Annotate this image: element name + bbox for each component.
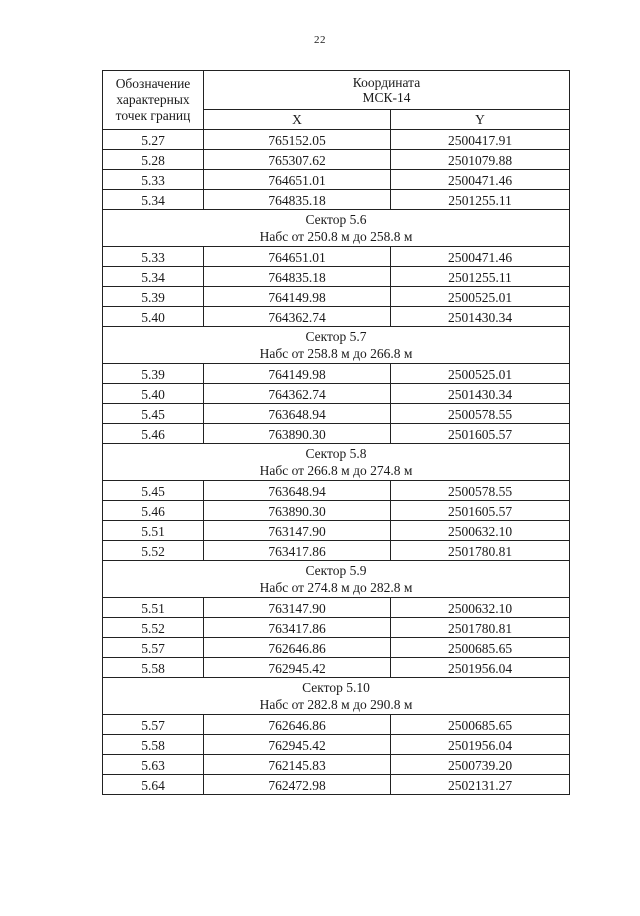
y-coordinate-cell: 2502131.27 bbox=[391, 775, 570, 795]
point-id-cell: 5.34 bbox=[103, 267, 204, 287]
sector-height-range: Набс от 274.8 м до 282.8 м bbox=[259, 580, 413, 595]
x-coordinate-cell: 763147.90 bbox=[204, 598, 391, 618]
x-coordinate-cell: 764149.98 bbox=[204, 287, 391, 307]
point-id-cell: 5.33 bbox=[103, 247, 204, 267]
header-row bbox=[103, 71, 570, 110]
y-coordinate-cell: 2501956.04 bbox=[391, 658, 570, 678]
x-coordinate-cell: 763648.94 bbox=[204, 481, 391, 501]
y-coordinate-cell: 2500578.55 bbox=[391, 481, 570, 501]
point-id-cell: 5.34 bbox=[103, 190, 204, 210]
sector-cell bbox=[103, 210, 570, 247]
coordinate-system-header bbox=[204, 71, 570, 110]
point-id-cell: 5.52 bbox=[103, 541, 204, 561]
y-coordinate-cell: 2500525.01 bbox=[391, 287, 570, 307]
y-coordinate-cell: 2500739.20 bbox=[391, 755, 570, 775]
y-column-header: Y bbox=[391, 110, 570, 130]
table-row bbox=[103, 384, 570, 404]
y-coordinate-cell: 2500525.01 bbox=[391, 364, 570, 384]
y-coordinate-cell: 2501255.11 bbox=[391, 267, 570, 287]
x-coordinate-cell: 762145.83 bbox=[204, 755, 391, 775]
table-row bbox=[103, 287, 570, 307]
point-id-cell: 5.63 bbox=[103, 755, 204, 775]
table-row bbox=[103, 481, 570, 501]
x-coordinate-cell: 763890.30 bbox=[204, 501, 391, 521]
x-coordinate-cell: 764651.01 bbox=[204, 170, 391, 190]
sector-title: Сектор 5.9 bbox=[305, 563, 367, 578]
point-id-cell: 5.52 bbox=[103, 618, 204, 638]
sector-cell bbox=[103, 678, 570, 715]
sector-title: Сектор 5.8 bbox=[305, 446, 367, 461]
y-coordinate-cell: 2500471.46 bbox=[391, 247, 570, 267]
table-row bbox=[103, 267, 570, 287]
y-coordinate-cell: 2500578.55 bbox=[391, 404, 570, 424]
point-id-cell: 5.58 bbox=[103, 735, 204, 755]
point-id-cell: 5.64 bbox=[103, 775, 204, 795]
table-row bbox=[103, 364, 570, 384]
sector-height-range: Набс от 266.8 м до 274.8 м bbox=[259, 463, 413, 478]
point-id-cell: 5.39 bbox=[103, 287, 204, 307]
point-id-cell: 5.57 bbox=[103, 715, 204, 735]
x-coordinate-cell: 763417.86 bbox=[204, 618, 391, 638]
table-row bbox=[103, 404, 570, 424]
x-coordinate-cell: 765307.62 bbox=[204, 150, 391, 170]
sector-title: Сектор 5.10 bbox=[302, 680, 370, 695]
x-coordinate-cell: 764362.74 bbox=[204, 384, 391, 404]
coordinates-table-body bbox=[103, 71, 570, 795]
sector-title: Сектор 5.7 bbox=[305, 329, 367, 344]
point-id-cell: 5.45 bbox=[103, 481, 204, 501]
point-id-cell: 5.27 bbox=[103, 130, 204, 150]
y-coordinate-cell: 2500417.91 bbox=[391, 130, 570, 150]
point-id-cell: 5.33 bbox=[103, 170, 204, 190]
y-coordinate-cell: 2500632.10 bbox=[391, 598, 570, 618]
x-coordinate-cell: 764835.18 bbox=[204, 190, 391, 210]
coordinates-table bbox=[102, 70, 570, 795]
sector-row bbox=[103, 561, 570, 598]
table-row bbox=[103, 658, 570, 678]
x-coordinate-cell: 763417.86 bbox=[204, 541, 391, 561]
table-row bbox=[103, 775, 570, 795]
table-row bbox=[103, 150, 570, 170]
table-row bbox=[103, 618, 570, 638]
y-coordinate-cell: 2501430.34 bbox=[391, 384, 570, 404]
y-coordinate-cell: 2501605.57 bbox=[391, 424, 570, 444]
y-coordinate-cell: 2500685.65 bbox=[391, 715, 570, 735]
x-coordinate-cell: 762472.98 bbox=[204, 775, 391, 795]
point-id-cell: 5.46 bbox=[103, 424, 204, 444]
y-coordinate-cell: 2501430.34 bbox=[391, 307, 570, 327]
sector-title: Сектор 5.6 bbox=[305, 212, 367, 227]
sector-height-range: Набс от 282.8 м до 290.8 м bbox=[259, 697, 413, 712]
table-row bbox=[103, 190, 570, 210]
table-row bbox=[103, 307, 570, 327]
sector-cell bbox=[103, 444, 570, 481]
coord-label-line: Координата bbox=[352, 75, 421, 90]
point-id-cell: 5.40 bbox=[103, 307, 204, 327]
table-row bbox=[103, 638, 570, 658]
page-number: 22 bbox=[314, 34, 326, 46]
sector-row bbox=[103, 444, 570, 481]
x-coordinate-cell: 763147.90 bbox=[204, 521, 391, 541]
table-row bbox=[103, 521, 570, 541]
table-row bbox=[103, 247, 570, 267]
table-row bbox=[103, 715, 570, 735]
sector-cell bbox=[103, 561, 570, 598]
sector-cell bbox=[103, 327, 570, 364]
point-id-cell: 5.57 bbox=[103, 638, 204, 658]
y-coordinate-cell: 2500632.10 bbox=[391, 521, 570, 541]
sector-row bbox=[103, 210, 570, 247]
point-id-cell: 5.28 bbox=[103, 150, 204, 170]
x-coordinate-cell: 764835.18 bbox=[204, 267, 391, 287]
x-coordinate-cell: 762945.42 bbox=[204, 735, 391, 755]
sector-row bbox=[103, 678, 570, 715]
y-coordinate-cell: 2501605.57 bbox=[391, 501, 570, 521]
x-coordinate-cell: 764149.98 bbox=[204, 364, 391, 384]
x-coordinate-cell: 763890.30 bbox=[204, 424, 391, 444]
point-id-cell: 5.58 bbox=[103, 658, 204, 678]
y-coordinate-cell: 2501780.81 bbox=[391, 541, 570, 561]
point-label-line: точек границ bbox=[115, 108, 191, 123]
point-id-cell: 5.45 bbox=[103, 404, 204, 424]
y-coordinate-cell: 2501079.88 bbox=[391, 150, 570, 170]
y-coordinate-cell: 2500685.65 bbox=[391, 638, 570, 658]
table-row bbox=[103, 755, 570, 775]
point-label-line: характерных bbox=[116, 92, 190, 107]
point-id-cell: 5.51 bbox=[103, 521, 204, 541]
point-id-cell: 5.46 bbox=[103, 501, 204, 521]
x-coordinate-cell: 762945.42 bbox=[204, 658, 391, 678]
y-coordinate-cell: 2501255.11 bbox=[391, 190, 570, 210]
x-coordinate-cell: 762646.86 bbox=[204, 638, 391, 658]
x-column-header: X bbox=[204, 110, 391, 130]
point-designation-header bbox=[103, 71, 204, 130]
table-row bbox=[103, 170, 570, 190]
sector-row bbox=[103, 327, 570, 364]
y-coordinate-cell: 2501956.04 bbox=[391, 735, 570, 755]
table-row bbox=[103, 735, 570, 755]
sector-height-range: Набс от 258.8 м до 266.8 м bbox=[259, 346, 413, 361]
x-coordinate-cell: 763648.94 bbox=[204, 404, 391, 424]
table-row bbox=[103, 501, 570, 521]
x-coordinate-cell: 764362.74 bbox=[204, 307, 391, 327]
point-id-cell: 5.51 bbox=[103, 598, 204, 618]
sector-height-range: Набс от 250.8 м до 258.8 м bbox=[259, 229, 413, 244]
table-row bbox=[103, 598, 570, 618]
table-row bbox=[103, 541, 570, 561]
table-row bbox=[103, 424, 570, 444]
point-id-cell: 5.40 bbox=[103, 384, 204, 404]
y-coordinate-cell: 2500471.46 bbox=[391, 170, 570, 190]
table-row bbox=[103, 130, 570, 150]
y-coordinate-cell: 2501780.81 bbox=[391, 618, 570, 638]
x-coordinate-cell: 764651.01 bbox=[204, 247, 391, 267]
x-coordinate-cell: 765152.05 bbox=[204, 130, 391, 150]
coord-label-line: МСК-14 bbox=[362, 90, 411, 105]
x-coordinate-cell: 762646.86 bbox=[204, 715, 391, 735]
point-id-cell: 5.39 bbox=[103, 364, 204, 384]
point-label-line: Обозначение bbox=[115, 76, 191, 91]
